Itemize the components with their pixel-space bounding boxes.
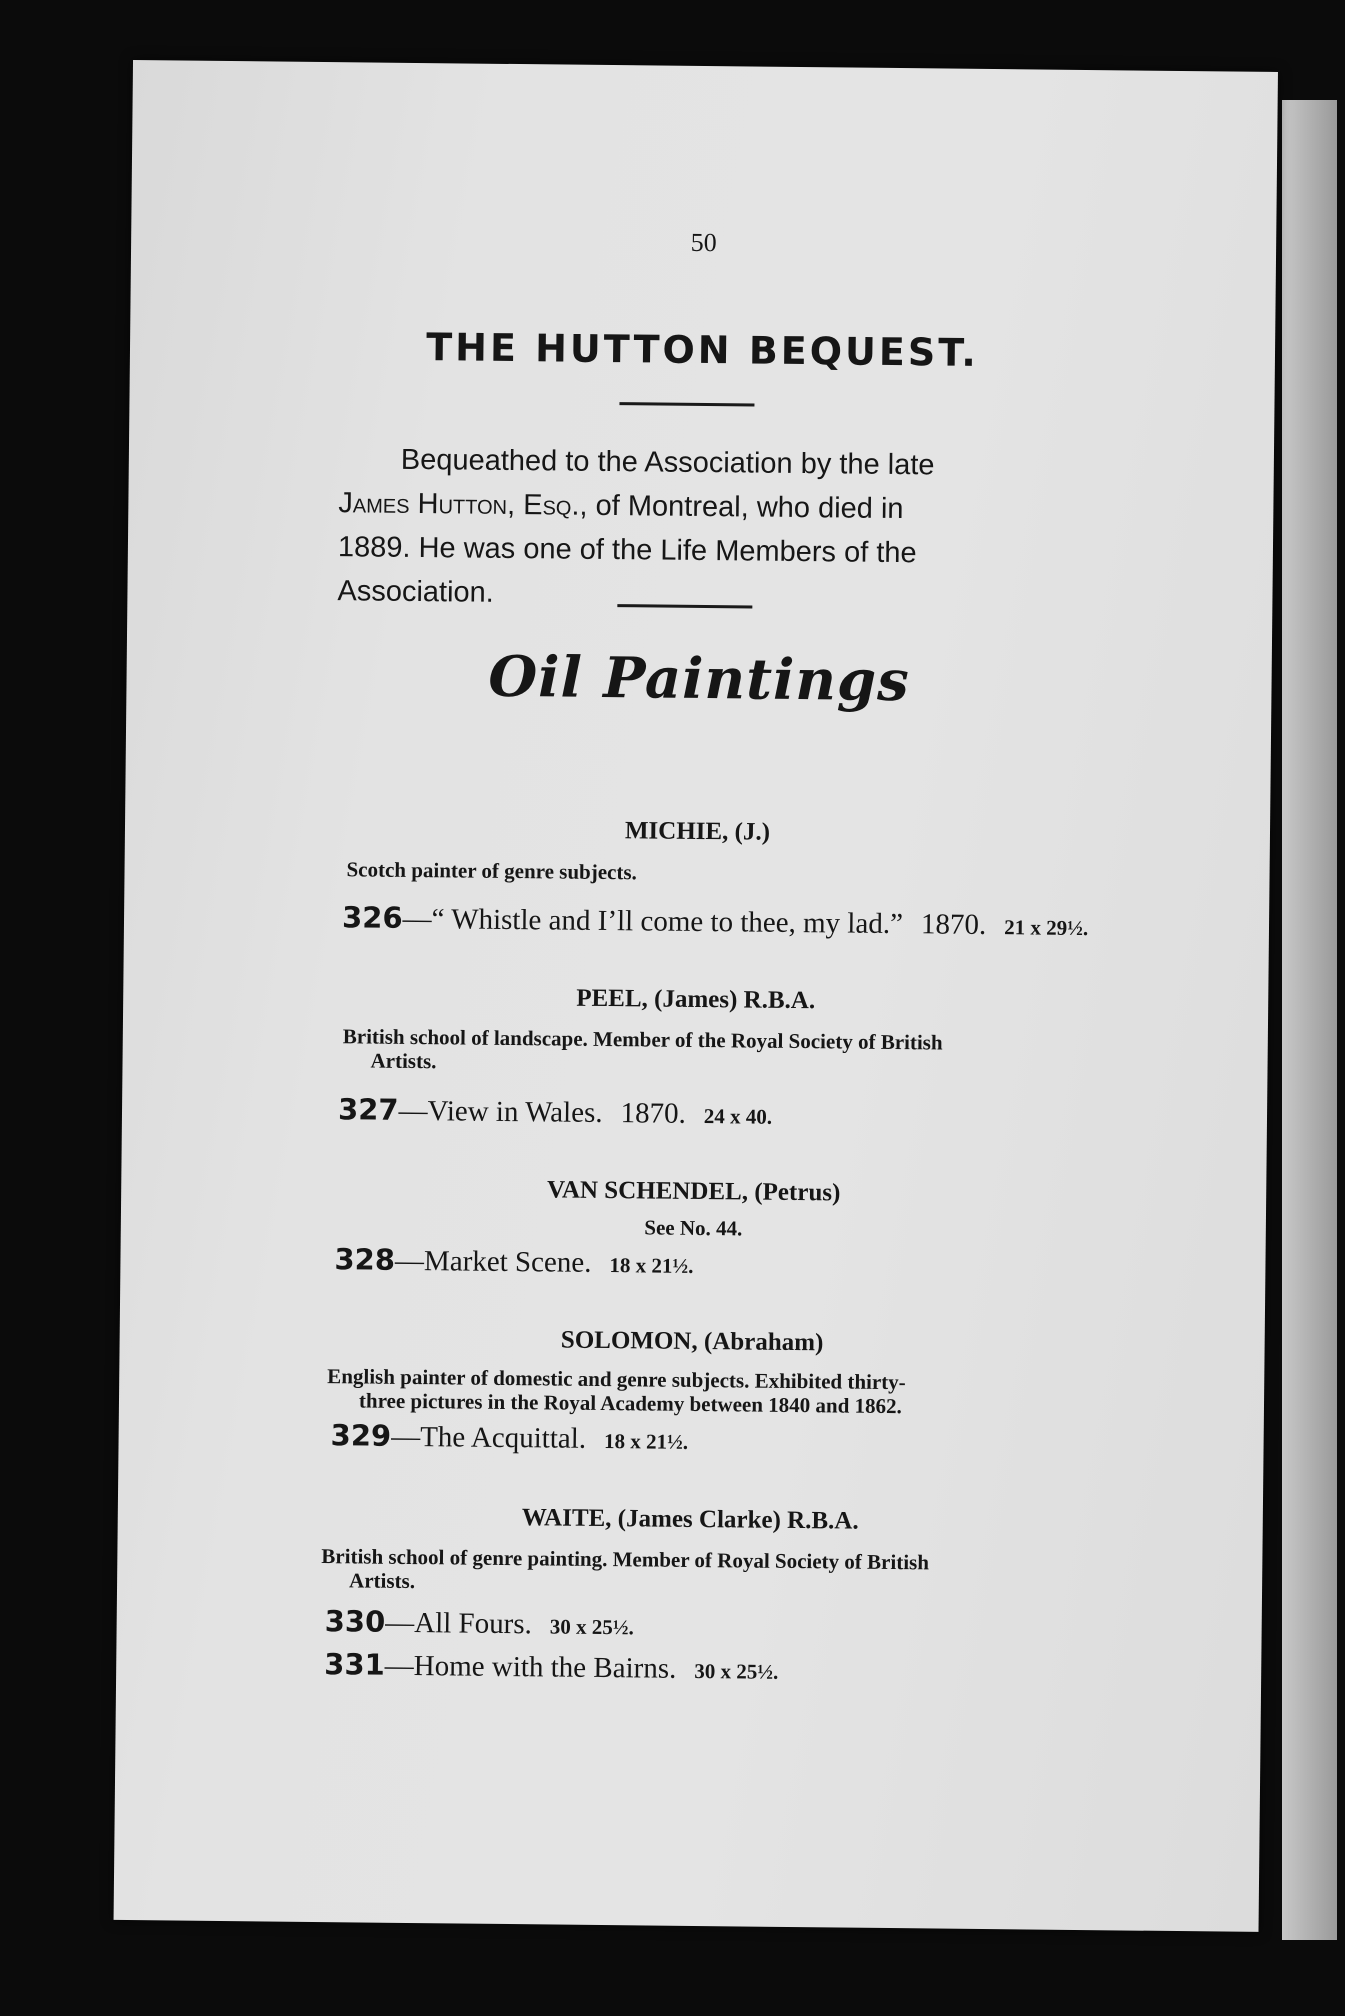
artist-heading [118,1500,1263,1540]
adjacent-page-edge [1282,100,1337,1940]
entry-year: 1870. [920,908,987,941]
artist-description: British school of landscape. Member of the Royal Society of British [342,1024,943,1055]
entry-title: —All Fours. [385,1606,533,1641]
entry-title: —“ Whistle and I’ll come to thee, my lad.” [402,902,904,941]
entry-title: —Home with the Bairns. [384,1649,677,1685]
entry-title: —The Acquittal. [391,1420,587,1455]
bequest-line: Association. [337,575,494,609]
entry-number: 326 [341,900,403,935]
entry-year: 1870. [620,1097,686,1130]
catalogue-entry [334,1242,693,1281]
entry-title: —View in Wales. [398,1094,603,1129]
artist-given-name: (James) R.B.A. [653,985,816,1015]
bequest-paragraph [337,437,1054,620]
entry-number: 327 [337,1092,399,1127]
bequest-name: James Hutton, Esq. [338,487,580,522]
entry-size: 24 x 40. [703,1104,773,1129]
catalogue-entry [338,1092,772,1132]
artist-heading [125,812,1270,852]
entry-number: 330 [324,1604,386,1639]
artist-description: English painter of domestic and genre subjects. Exhibited thirty- [327,1364,906,1395]
entry-title: —Market Scene. [394,1244,592,1279]
bequest-line: 1889. He was one of the Life Members of the [337,531,917,570]
artist-heading [120,1322,1265,1362]
artist-name: PEEL, [576,984,648,1013]
catalogue-entry [325,1604,635,1642]
entry-size: 18 x 21½. [603,1429,689,1454]
page-heading: THE HUTTON BEQUEST. [425,325,980,375]
artist-heading [123,980,1268,1020]
artist-heading [121,1172,1266,1212]
entry-number: 329 [330,1418,392,1453]
catalogue-entry [324,1647,778,1687]
bequest-text: , of Montreal, who died in [579,489,904,526]
artist-description: British school of genre painting. Member of Royal Society of British [321,1544,930,1575]
artist-given-name: (Abraham) [703,1328,824,1357]
entry-number: 328 [334,1242,396,1277]
entry-size: 30 x 25½. [694,1658,779,1684]
artist-name: MICHIE, [624,817,729,846]
divider-rule [619,402,754,406]
artist-name: VAN SCHENDEL, [546,1176,749,1206]
bequest-line: Bequeathed to the Association by the late [400,443,935,482]
entry-number: 331 [324,1647,385,1682]
entry-size: 18 x 21½. [609,1253,694,1278]
bequest-line [338,481,1053,532]
artist-name: SOLOMON, [560,1326,698,1355]
artist-description: Artists. [370,1048,437,1074]
entry-size: 30 x 25½. [549,1614,634,1640]
artist-description: three pictures in the Royal Academy between 1840 and 1862. [358,1388,902,1419]
artist-given-name: (Petrus) [754,1178,841,1207]
section-title: Oil Paintings [488,643,911,715]
artist-given-name: (James Clarke) R.B.A. [617,1505,859,1535]
book-page [114,60,1278,1932]
artist-description: Artists. [348,1568,416,1594]
artist-given-name: (J.) [734,818,771,846]
catalogue-entry [342,900,1088,943]
artist-description: Scotch painter of genre subjects. [346,857,637,885]
catalogue-entry [330,1418,688,1457]
entry-size: 21 x 29½. [1004,915,1089,941]
page-number: 50 [690,227,717,258]
artist-description: See No. 44. [644,1215,743,1241]
artist-name: WAITE, [521,1504,612,1533]
